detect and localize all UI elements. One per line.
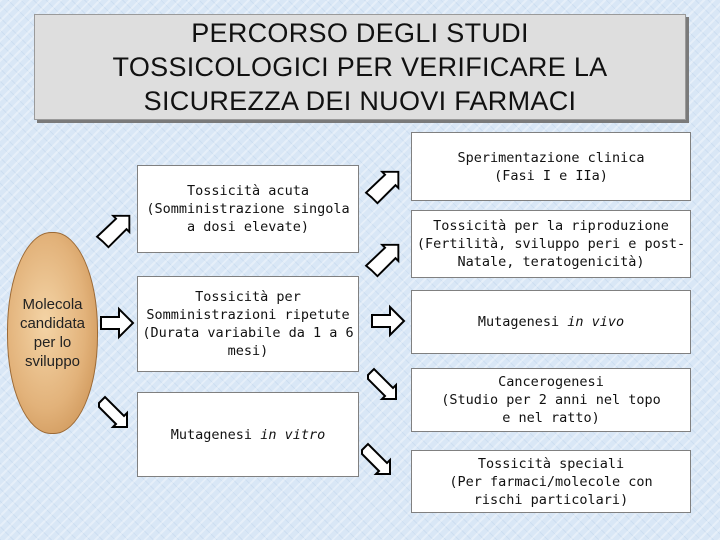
- box-clinical-trial: [411, 132, 691, 201]
- box-acute-toxicity: [137, 165, 359, 253]
- arrow-right-icon: [100, 306, 134, 340]
- arrow-right-icon: [371, 304, 405, 338]
- box-text: [478, 313, 624, 331]
- box-text: (Durata variabile da 1 a 6: [142, 325, 354, 341]
- box-text: mesi): [227, 343, 269, 359]
- box-text-italic: in vivo: [567, 314, 625, 330]
- molecule-line: candidata: [19, 315, 86, 332]
- page-title: PERCORSO DEGLI STUDI TOSSICOLOGICI PER VERIFICARE LA SICUREZZA DEI NUOVI FARMACI: [112, 18, 608, 116]
- box-text: [171, 426, 325, 444]
- box-special-toxicity: [411, 450, 691, 513]
- box-reproductive-toxicity: [411, 210, 691, 278]
- box-text: Tossicità acuta: [187, 183, 309, 199]
- box-text-prefix: Mutagenesi: [477, 314, 568, 330]
- box-text-italic: in vitro: [260, 426, 326, 443]
- box-text: Somministrazioni ripetute: [146, 307, 350, 323]
- box-text: Tossicità per la riproduzione: [433, 218, 669, 234]
- box-text: rischi particolari): [473, 491, 629, 508]
- molecule-candidate: [7, 232, 98, 434]
- box-text: a dosi elevate): [187, 219, 309, 235]
- molecule-line: sviluppo: [24, 353, 81, 370]
- box-text: Tossicità speciali: [477, 455, 625, 472]
- box-repeated-dose-toxicity: [137, 276, 359, 372]
- arrow-down-right-icon: [98, 394, 132, 428]
- box-text: (Studio per 2 anni nel topo: [441, 392, 661, 408]
- box-text: Cancerogenesi: [498, 374, 604, 390]
- box-text: (Fasi I e IIa): [494, 167, 608, 184]
- arrow-up-right-icon: [367, 172, 401, 206]
- box-text: Tossicità per: [195, 289, 301, 305]
- arrow-down-right-icon: [367, 366, 401, 400]
- arrow-up-right-icon: [98, 216, 132, 250]
- title-box: [34, 14, 686, 120]
- box-text: (Per farmaci/molecole con: [449, 473, 653, 490]
- arrow-down-right-icon: [361, 441, 395, 475]
- box-text-prefix: Mutagenesi: [170, 426, 261, 443]
- box-text: e nel ratto): [502, 410, 600, 426]
- box-text: Natale, teratogenicità): [457, 254, 645, 270]
- box-carcinogenesis: [411, 368, 691, 432]
- arrow-up-right-icon: [367, 245, 401, 279]
- box-text: (Fertilità, sviluppo peri e post-: [416, 236, 686, 252]
- box-mutagenesis-in-vivo: [411, 290, 691, 354]
- molecule-line: per lo: [33, 334, 72, 351]
- box-text: Sperimentazione clinica: [457, 149, 645, 166]
- box-mutagenesis-in-vitro: [137, 392, 359, 477]
- molecule-line: Molecola: [22, 296, 83, 313]
- box-text: (Somministrazione singola: [146, 201, 350, 217]
